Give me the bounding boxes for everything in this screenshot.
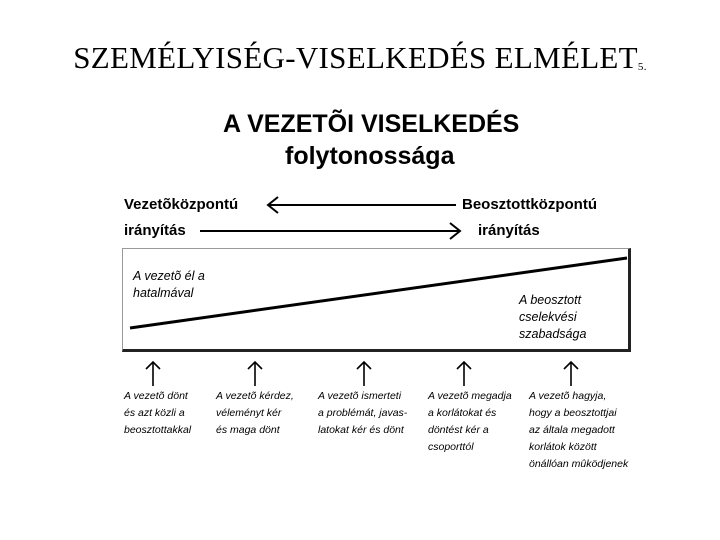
- up-arrow-5: [564, 362, 578, 386]
- behavior-4-line3: döntést kér a: [428, 424, 489, 436]
- behavior-3: [318, 388, 407, 439]
- upper-region-line2: hatalmával: [133, 286, 194, 300]
- upper-region-label: [133, 268, 205, 302]
- diagram-title-line1: A VEZETÕI VISELKEDÉS: [223, 110, 520, 138]
- behavior-5-line4: korlátok között: [529, 441, 597, 453]
- behavior-1-line1: A vezetõ dönt: [124, 390, 188, 402]
- upper-region-line1: A vezetõ él a: [133, 269, 205, 283]
- behavior-5: [529, 388, 628, 473]
- behavior-5-line2: hogy a beosztottjai: [529, 407, 617, 419]
- behavior-3-line3: latokat kér és dönt: [318, 424, 404, 436]
- lower-region-line1: A beosztott: [519, 293, 582, 307]
- behavior-2-line3: és maga dönt: [216, 424, 280, 436]
- lower-region-line2: cselekvési: [519, 310, 577, 324]
- behavior-1-line3: beosztottakkal: [124, 424, 192, 436]
- left-end-line1: Vezetõközpontú: [124, 196, 239, 213]
- behavior-3-line2: a problémát, javas-: [318, 407, 408, 419]
- behavior-4-line2: a korlátokat és: [428, 407, 497, 419]
- up-arrow-2: [248, 362, 262, 386]
- right-end-line1: Beosztottközpontú: [462, 196, 597, 213]
- left-end-line2: irányítás: [124, 222, 186, 239]
- behavior-1: [124, 388, 191, 439]
- behavior-5-line3: az általa megadott: [529, 424, 615, 436]
- left-arrow: [268, 197, 456, 213]
- diagram-title-line2: folytonossága: [285, 142, 455, 170]
- behavior-3-line1: A vezetõ ismerteti: [318, 390, 402, 402]
- up-arrow-3: [357, 362, 371, 386]
- behavior-2: [216, 388, 294, 439]
- slide-title-text: SZEMÉLYISÉG-VISELKEDÉS ELMÉLET: [73, 40, 638, 75]
- behavior-4: [428, 388, 512, 456]
- lower-region-line3: szabadsága: [519, 327, 587, 341]
- up-arrow-1: [146, 362, 160, 386]
- behavior-2-line2: véleményt kér: [216, 407, 282, 419]
- page-number: 5.: [637, 61, 647, 73]
- lower-region-label: [519, 292, 586, 343]
- behavior-5-line1: A vezetõ hagyja,: [529, 390, 607, 402]
- up-arrow-4: [457, 362, 471, 386]
- right-arrow: [200, 223, 460, 239]
- behavior-5-line5: önállóan mûködjenek: [529, 458, 629, 470]
- behavior-4-line4: csoporttól: [428, 441, 474, 453]
- behavior-4-line1: A vezetõ megadja: [428, 390, 512, 402]
- behavior-1-line2: és azt közli a: [124, 407, 185, 419]
- right-end-line2: irányítás: [478, 222, 540, 239]
- behavior-2-line1: A vezetõ kérdez,: [216, 390, 294, 402]
